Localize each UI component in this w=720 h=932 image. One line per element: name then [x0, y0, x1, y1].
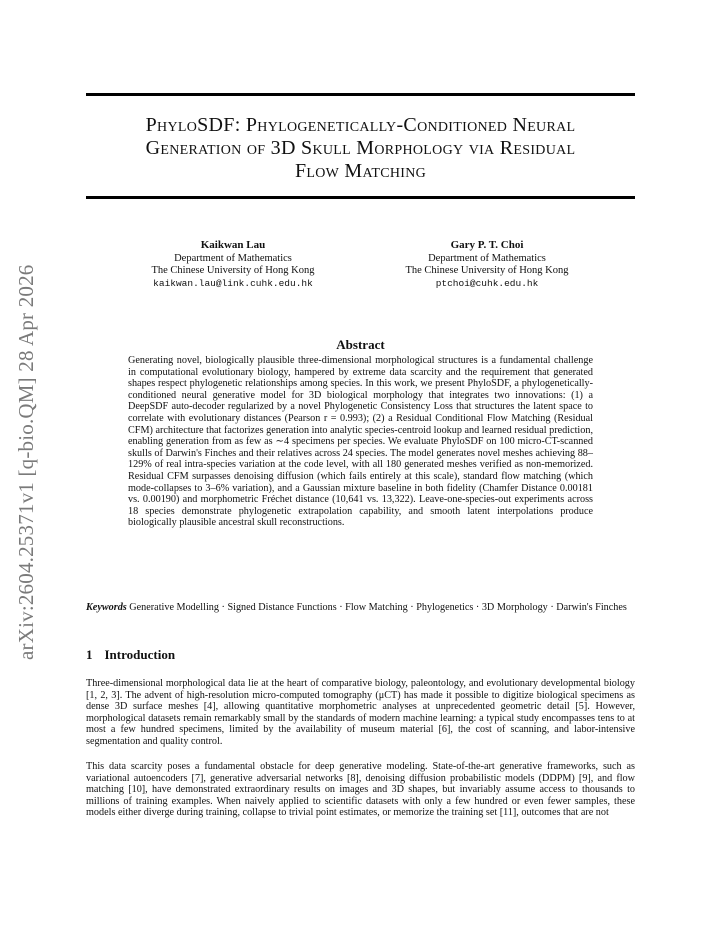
author-name: Gary P. T. Choi: [450, 239, 524, 251]
title-top-rule: [86, 93, 635, 96]
author-department: Department of Mathematics: [174, 252, 292, 264]
author-email[interactable]: ptchoi@cuhk.edu.hk: [435, 277, 539, 289]
abstract-heading: Abstract: [336, 337, 385, 352]
title-line: PhyloSDF: Phylogenetically-Conditioned Neural: [145, 114, 576, 136]
title-line: Generation of 3D Skull Morphology via Residual: [145, 137, 576, 159]
paper-title: [86, 114, 635, 183]
author-name: Kaikwan Lau: [200, 239, 266, 251]
section-heading-introduction: [86, 647, 175, 663]
section-number: 1: [86, 647, 93, 662]
body-paragraph: Three-dimensional morphological data lie at the heart of comparative biology, paleontology, and evolutionary developmental biology [1, 2, 3]. The advent of high-resolution micro-computed tomography (μCT) has made it possible to digitize biological specimens as dense 3D surface meshes [4], allowing quantitative morphometric analyses at unprecedented geometric detail [5]. However, morphological datasets remain remarkably small by the standards of modern machine learning: a typical study encompasses tens to at most a few hundred specimens, limited by the availability of museum material [6], the cost of scanning, and labor-intensive segmentation and quality control.: [86, 678, 635, 747]
title-line: Flow Matching: [294, 160, 427, 182]
arxiv-identifier-stamp[interactable]: arXiv:2604.25371v1 [q-bio.QM] 28 Apr 2026: [14, 264, 38, 660]
author-block-2: [372, 239, 602, 290]
keywords-line: [86, 602, 635, 614]
author-department: Department of Mathematics: [428, 252, 546, 264]
body-paragraph: This data scarcity poses a fundamental obstacle for deep generative modeling. State-of-the-art generative frameworks, such as variational autoencoders [7], generative adversarial networks [8], denoising diffusion probabilistic models (DDPM) [9], and flow matching [10], have demonstrated extraordinary results on images and 3D shapes, but invariably assume access to thousands to millions of training examples. When naively applied to scientific datasets with only a few hundred or even fewer samples, these models either diverge during training, collapse to trivial point estimates, or memorize the training set [11], outcomes that are not: [86, 761, 635, 819]
author-institution: The Chinese University of Hong Kong: [405, 265, 569, 276]
abstract-text: Generating novel, biologically plausible three-dimensional morphological structures is a fundamental challenge in computational evolutionary biology, hampered by extreme data scarcity and the requirement that generated shapes respect phylogenetic relationships among species. In this work, we present PhyloSDF, a phylogenetically-conditioned neural generative model for 3D biological morphology that integrates two innovations: (1) a DeepSDF auto-decoder regularized by a novel Phylogenetic Consistency Loss that structures the latent space to correlate with evolutionary distances (Pearson r = 0.993); (2) a Residual Conditional Flow Matching (Residual CFM) architecture that factorizes generation into analytic species-centroid lookup and learned residual prediction, enabling generation from as few as ∼4 specimens per species. We evaluate PhyloSDF on 100 micro-CT-scanned skulls of Darwin's Finches and their relatives across 24 species. The model generates novel meshes achieving 88–129% of real intra-species variation at the code level, with all 180 generated meshes verified as non-memorized. Residual CFM surpasses denoising diffusion (which fails entirely at this scale), standard flow matching (which mode-collapses to 3–6% variation), and a Gaussian mixture baseline in both fidelity (Chamfer Distance 0.00181 vs. 0.00190) and morphometric Fréchet distance (10,641 vs. 13,322). Leave-one-species-out experiments across 18 species demonstrate phylogenetic extrapolation capability, and smooth latent interpolations produce biologically plausible ancestral skull reconstructions.: [128, 355, 593, 529]
author-email[interactable]: kaikwan.lau@link.cuhk.edu.hk: [153, 277, 313, 289]
keywords-text: Generative Modelling · Signed Distance Functions · Flow Matching · Phylogenetics · 3D Morphology · Darwin's Finches: [129, 602, 627, 613]
section-title: Introduction: [104, 647, 176, 662]
title-bottom-rule: [86, 196, 635, 199]
author-institution: The Chinese University of Hong Kong: [151, 265, 315, 276]
keywords-label: Keywords: [86, 602, 127, 613]
author-block-1: [118, 239, 348, 290]
